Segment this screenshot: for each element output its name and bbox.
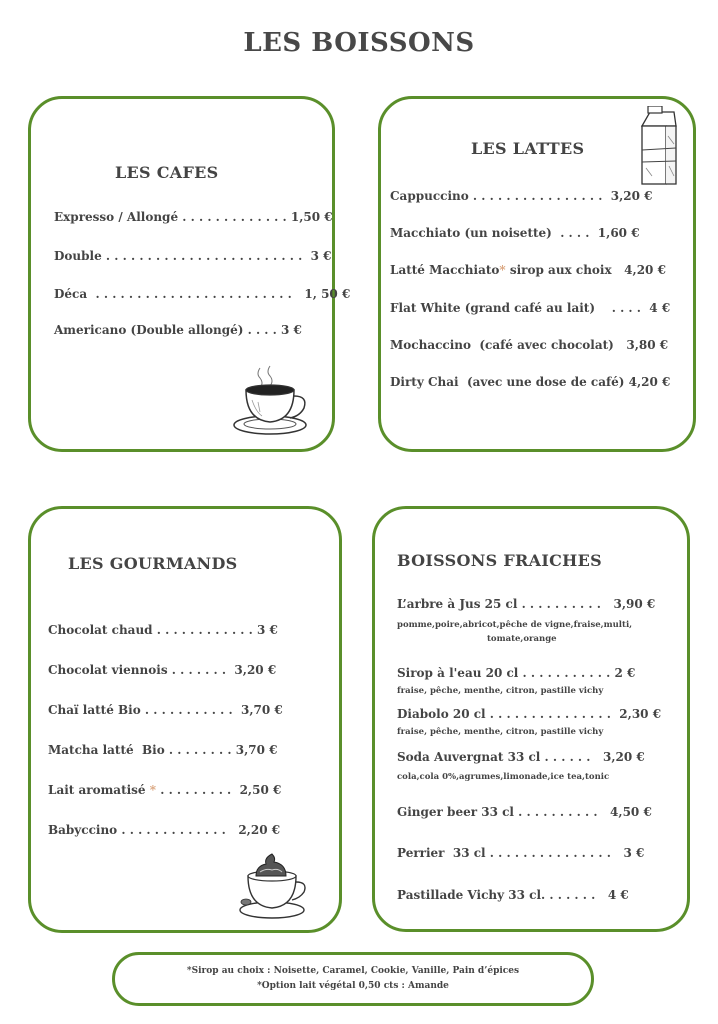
menu-item: Lait aromatisé * . . . . . . . . . 2,50 € <box>48 783 282 797</box>
section-title-cafes: LES CAFES <box>115 163 219 182</box>
menu-item: Perrier 33 cl . . . . . . . . . . . . . . . 3 € <box>397 846 645 860</box>
menu-item: Babyccino . . . . . . . . . . . . . 2,20 € <box>48 823 281 837</box>
menu-item: Chocolat chaud . . . . . . . . . . . . 3 € <box>48 623 278 637</box>
menu-item: Déca . . . . . . . . . . . . . . . . . . . . . . . . 1, 50 € <box>54 287 351 301</box>
menu-item: Macchiato (un noisette) . . . . 1,60 € <box>390 226 640 240</box>
section-title-lattes: LES LATTES <box>471 139 585 158</box>
page-title: LES BOISSONS <box>243 28 475 58</box>
menu-item: Pastillade Vichy 33 cl. . . . . . . 4 € <box>397 888 629 902</box>
menu-item: Matcha latté Bio . . . . . . . . 3,70 € <box>48 743 278 757</box>
menu-item: Mochaccino (café avec chocolat) 3,80 € <box>390 338 669 352</box>
menu-item-options: fraise, pêche, menthe, citron, pastille vichy <box>397 727 604 737</box>
menu-item: Expresso / Allongé . . . . . . . . . . . . . 1,50 € <box>54 210 333 224</box>
menu-item: Americano (Double allongé) . . . . 3 € <box>54 323 302 337</box>
menu-item: L’arbre à Jus 25 cl . . . . . . . . . . 3,90 € <box>397 597 656 611</box>
menu-item: Flat White (grand café au lait) . . . . 4 € <box>390 301 671 315</box>
menu-item: Dirty Chai (avec une dose de café) 4,20 € <box>390 375 671 389</box>
menu-item-options: tomate,orange <box>487 634 557 644</box>
section-title-gourmands: LES GOURMANDS <box>68 554 238 573</box>
footer-note-plant-milk: *Option lait végétal 0,50 cts : Amande <box>257 981 449 991</box>
coffee-cup-icon <box>230 360 310 440</box>
menu-item: Ginger beer 33 cl . . . . . . . . . . 4,50 € <box>397 805 652 819</box>
whipped-cream-cup-icon <box>236 852 308 922</box>
footer-notes <box>112 952 594 1006</box>
menu-item: Soda Auvergnat 33 cl . . . . . . 3,20 € <box>397 750 645 764</box>
menu-item: Chaï latté Bio . . . . . . . . . . . 3,70 € <box>48 703 283 717</box>
menu-item: Cappuccino . . . . . . . . . . . . . . . . 3,20 € <box>390 189 653 203</box>
menu-item: Chocolat viennois . . . . . . . 3,20 € <box>48 663 277 677</box>
menu-item-options: fraise, pêche, menthe, citron, pastille vichy <box>397 686 604 696</box>
menu-item: Diabolo 20 cl . . . . . . . . . . . . . . . 2,30 € <box>397 707 662 721</box>
footer-note-syrup: *Sirop au choix : Noisette, Caramel, Cookie, Vanille, Pain d’épices <box>186 966 520 976</box>
milk-carton-icon <box>638 106 680 186</box>
menu-item: Double . . . . . . . . . . . . . . . . . . . . . . . . 3 € <box>54 249 332 263</box>
menu-item-options: cola,cola 0%,agrumes,limonade,ice tea,tonic <box>397 772 610 782</box>
menu-item-options: pomme,poire,abricot,pêche de vigne,fraise,multi, <box>397 620 633 630</box>
menu-item: Latté Macchiato* sirop aux choix 4,20 € <box>390 263 666 277</box>
menu-item: Sirop à l'eau 20 cl . . . . . . . . . . . 2 € <box>397 666 636 680</box>
section-title-fraiches: BOISSONS FRAICHES <box>397 551 602 570</box>
